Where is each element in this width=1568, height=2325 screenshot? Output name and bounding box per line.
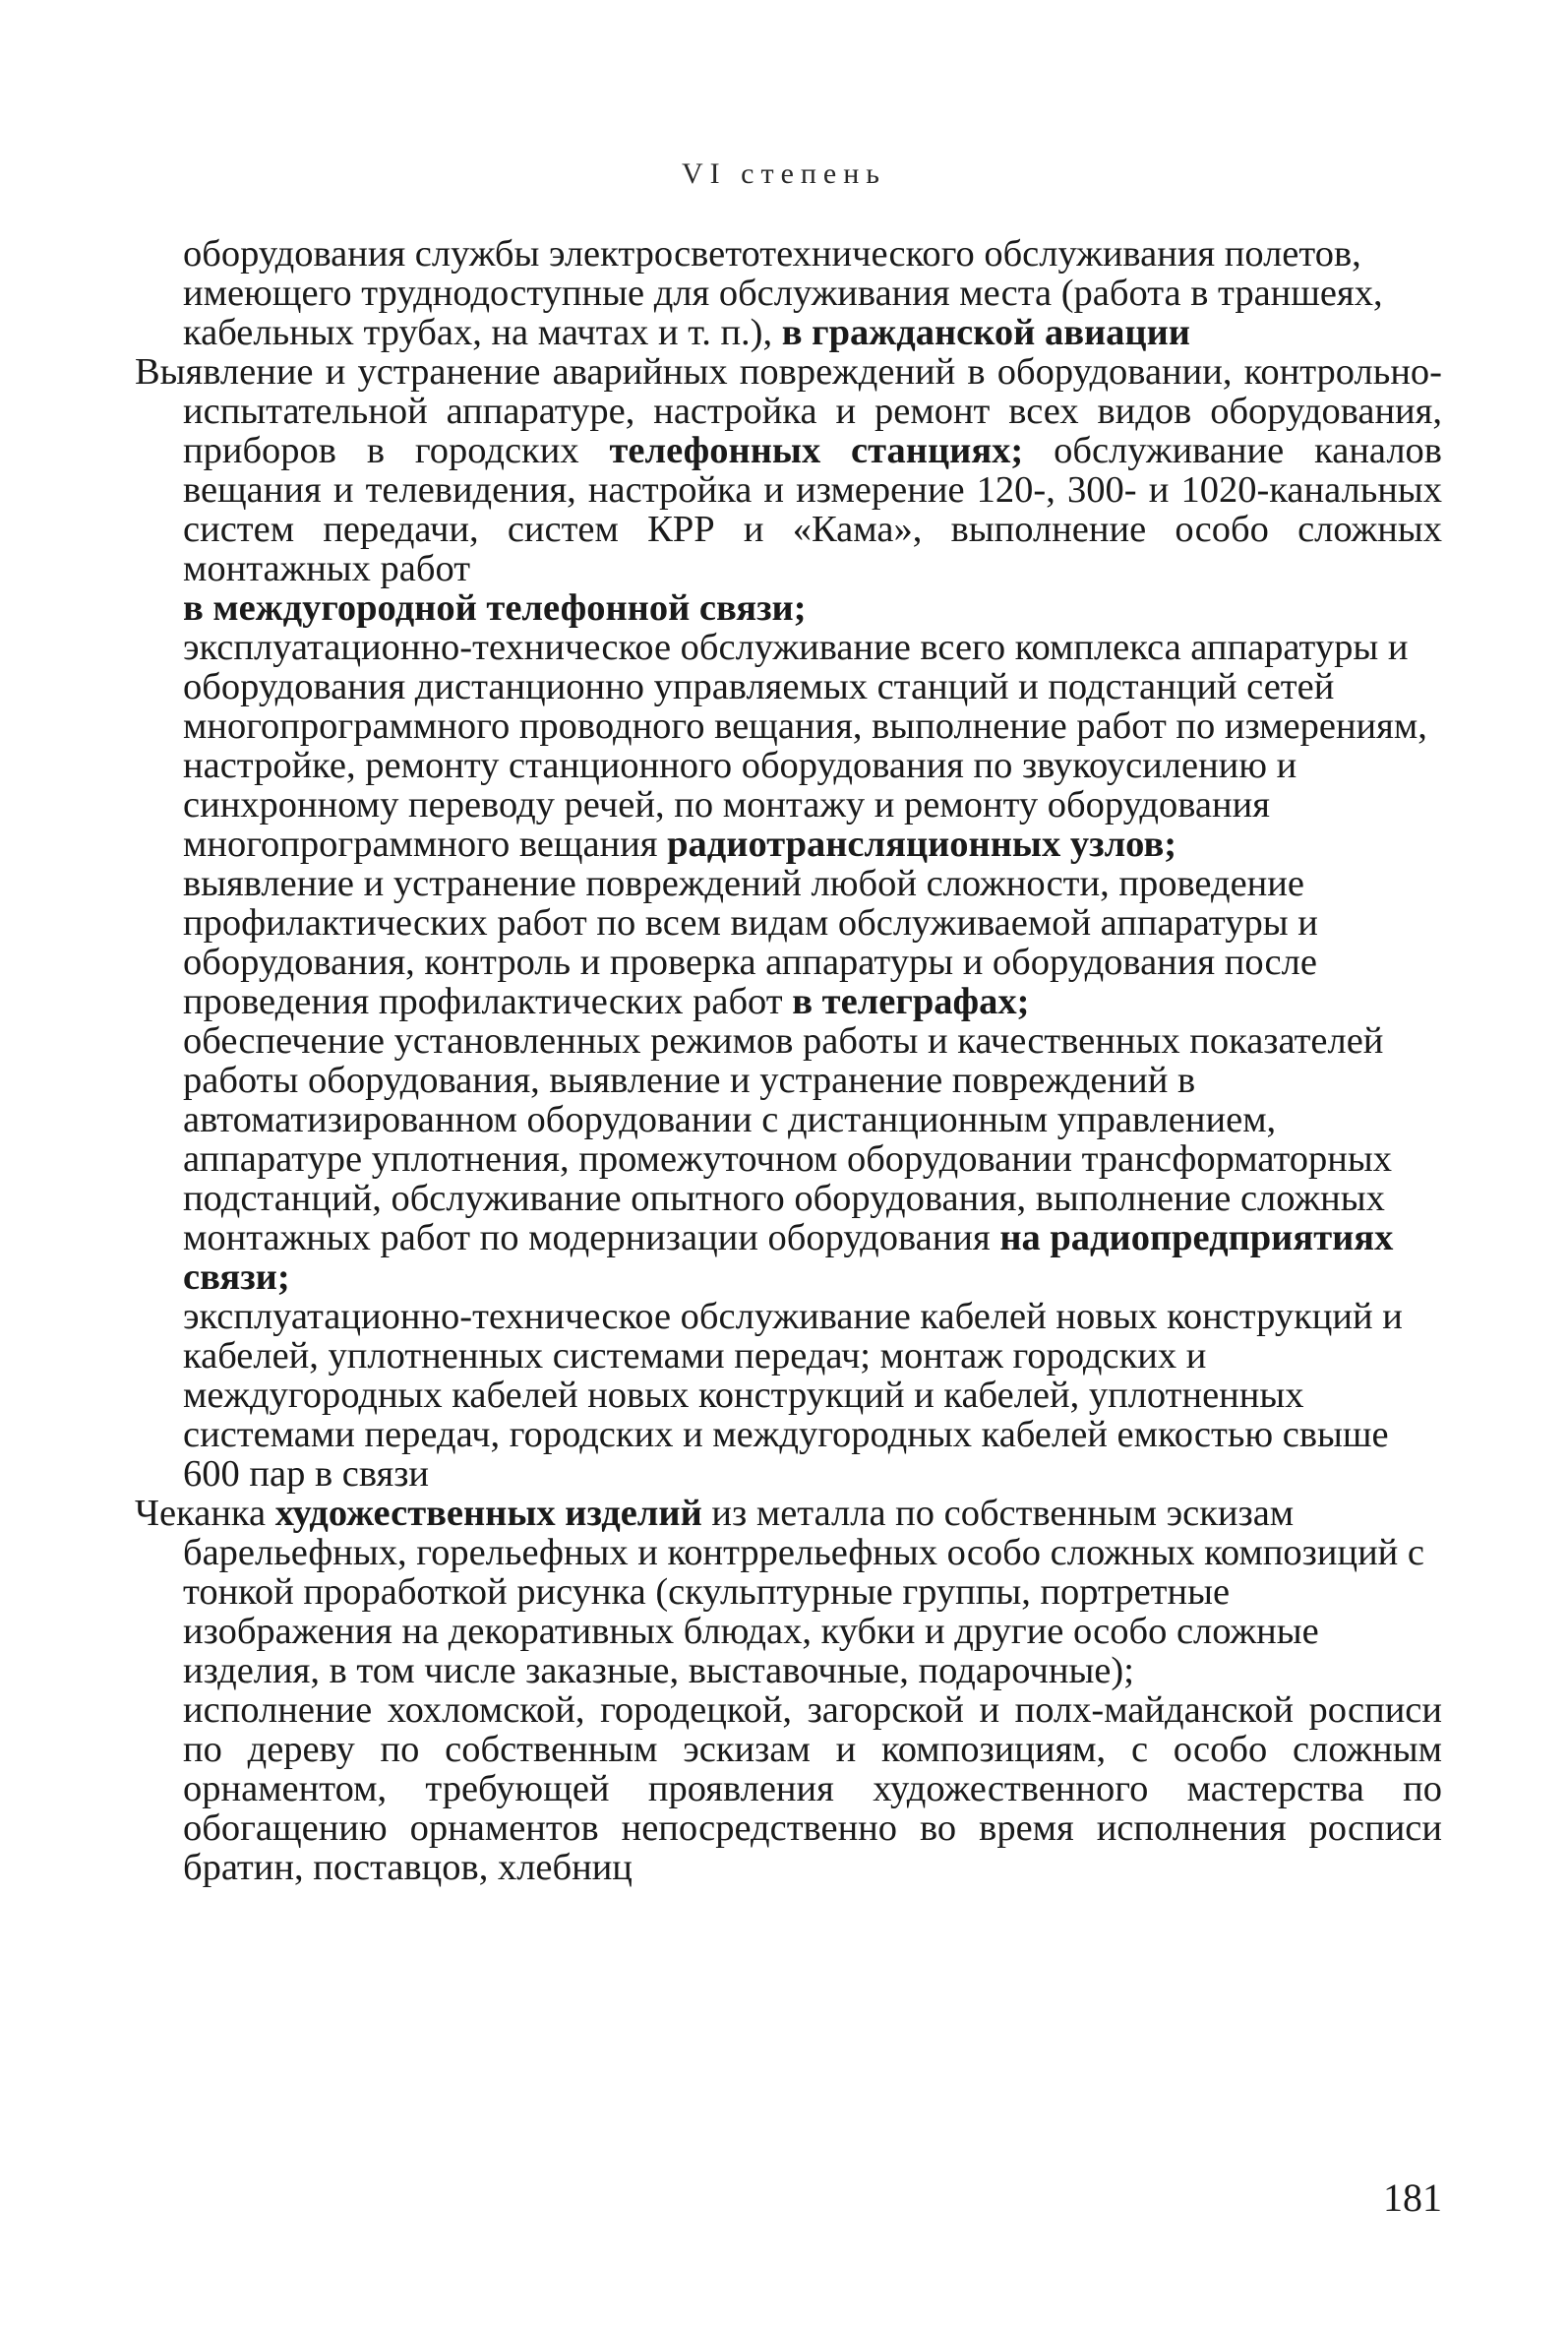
paragraph-section-term: на радиопредприятиях связи; [183,1217,1394,1298]
paragraph-chasing-metal [0,1494,1568,1690]
paragraph-text: Чеканка [135,1493,275,1534]
paragraph-radio-relay [0,628,1568,864]
running-title: VI степень [681,157,886,190]
paragraph-telephone-stations [0,352,1568,588]
paragraph-text: обслуживание каналов вещания и телевидения, настройка и измерение 120-, 300- и 1020-канальных систем передачи, систем КРР и «Кама», выполнение особо сложных монтажных работ [183,430,1442,589]
paragraph-section-term: в гражданской авиации [781,312,1190,353]
paragraph-text: эксплуатационно-техническое обслуживание всего комплекса аппаратуры и оборудования дистанционно управляемых станций и подстанций сетей многопрограммного проводного вещания, выполнение работ по измерениям, настройке, ремонту станционного оборудования по звукоусилению и синхронному переводу речей, по монтажу и ремонту оборудования многопрограммного вещания [183,627,1427,865]
paragraph-long-distance [0,588,1568,628]
paragraph-text: Выявление и устранение аварийных повреждений в оборудовании, контрольно-испытательной аппаратуре, настройка и ремонт всех видов оборудования, приборов в городских [135,351,1442,471]
paragraph-text: обеспечение установленных режимов работы и качественных показателей работы оборудования, выявление и устранение повреждений в автоматизированном оборудовании с дистанционным управлением, аппаратуре уплотнения, промежуточном оборудовании трансформаторных подстанций, обслуживание опытного оборудования, выполнение сложных монтажных работ по модернизации оборудования [183,1020,1393,1258]
paragraph-cables [0,1297,1568,1494]
paragraph-section-term: в междугородной телефонной связи; [183,587,807,629]
paragraph-text: эксплуатационно-техническое обслуживание кабелей новых конструкций и кабелей, уплотненных системами передач; монтаж городских и междугородных кабелей новых конструкций и кабелей, уплотненных системами передач, городских и междугородных кабелей емкостью свыше 600 пар в связи [183,1296,1403,1495]
paragraph-text: выявление и устранение повреждений любой сложности, проведение профилактических работ по всем видам обслуживаемой аппаратуры и оборудования, контроль и проверка аппаратуры и оборудования после проведения профилактических работ [183,863,1318,1022]
paragraph-text: исполнение хохломской, городецкой, загорской и полх-майданской росписи по дереву по собственным эскизам и композициям, с особо сложным орнаментом, требующей проявления художественного мастерства по обогащению орнаментов непосредственно во время исполнения росписи братин, поставцов, хлебниц [183,1689,1442,1888]
paragraph-section-term: радиотрансляционных узлов; [667,824,1177,865]
paragraph-telegraph [0,864,1568,1021]
paragraph-aviation [0,234,1568,352]
paragraph-section-term: телефонных станциях; [609,430,1024,471]
paragraph-radio-enterprises [0,1021,1568,1297]
paragraph-text: оборудования службы электросветотехнического обслуживания полетов, имеющего труднодоступные для обслуживания места (работа в траншеях, кабельных трубах, на мачтах и т. п.), [183,233,1383,353]
paragraph-wood-painting [0,1690,1568,1887]
page-number: 181 [1383,2175,1442,2220]
paragraph-section-term: художественных изделий [274,1493,702,1534]
paragraph-text: из металла по собственным эскизам барельефных, горельефных и контррельефных особо сложных композиций с тонкой проработкой рисунка (скульптурные группы, портретные изображения на декоративных блюдах, кубки и другие особо сложные изделия, в том числе заказные, выставочные, подарочные); [183,1493,1425,1691]
main-text [0,234,1568,1887]
paragraph-section-term: в телеграфах; [792,981,1030,1022]
